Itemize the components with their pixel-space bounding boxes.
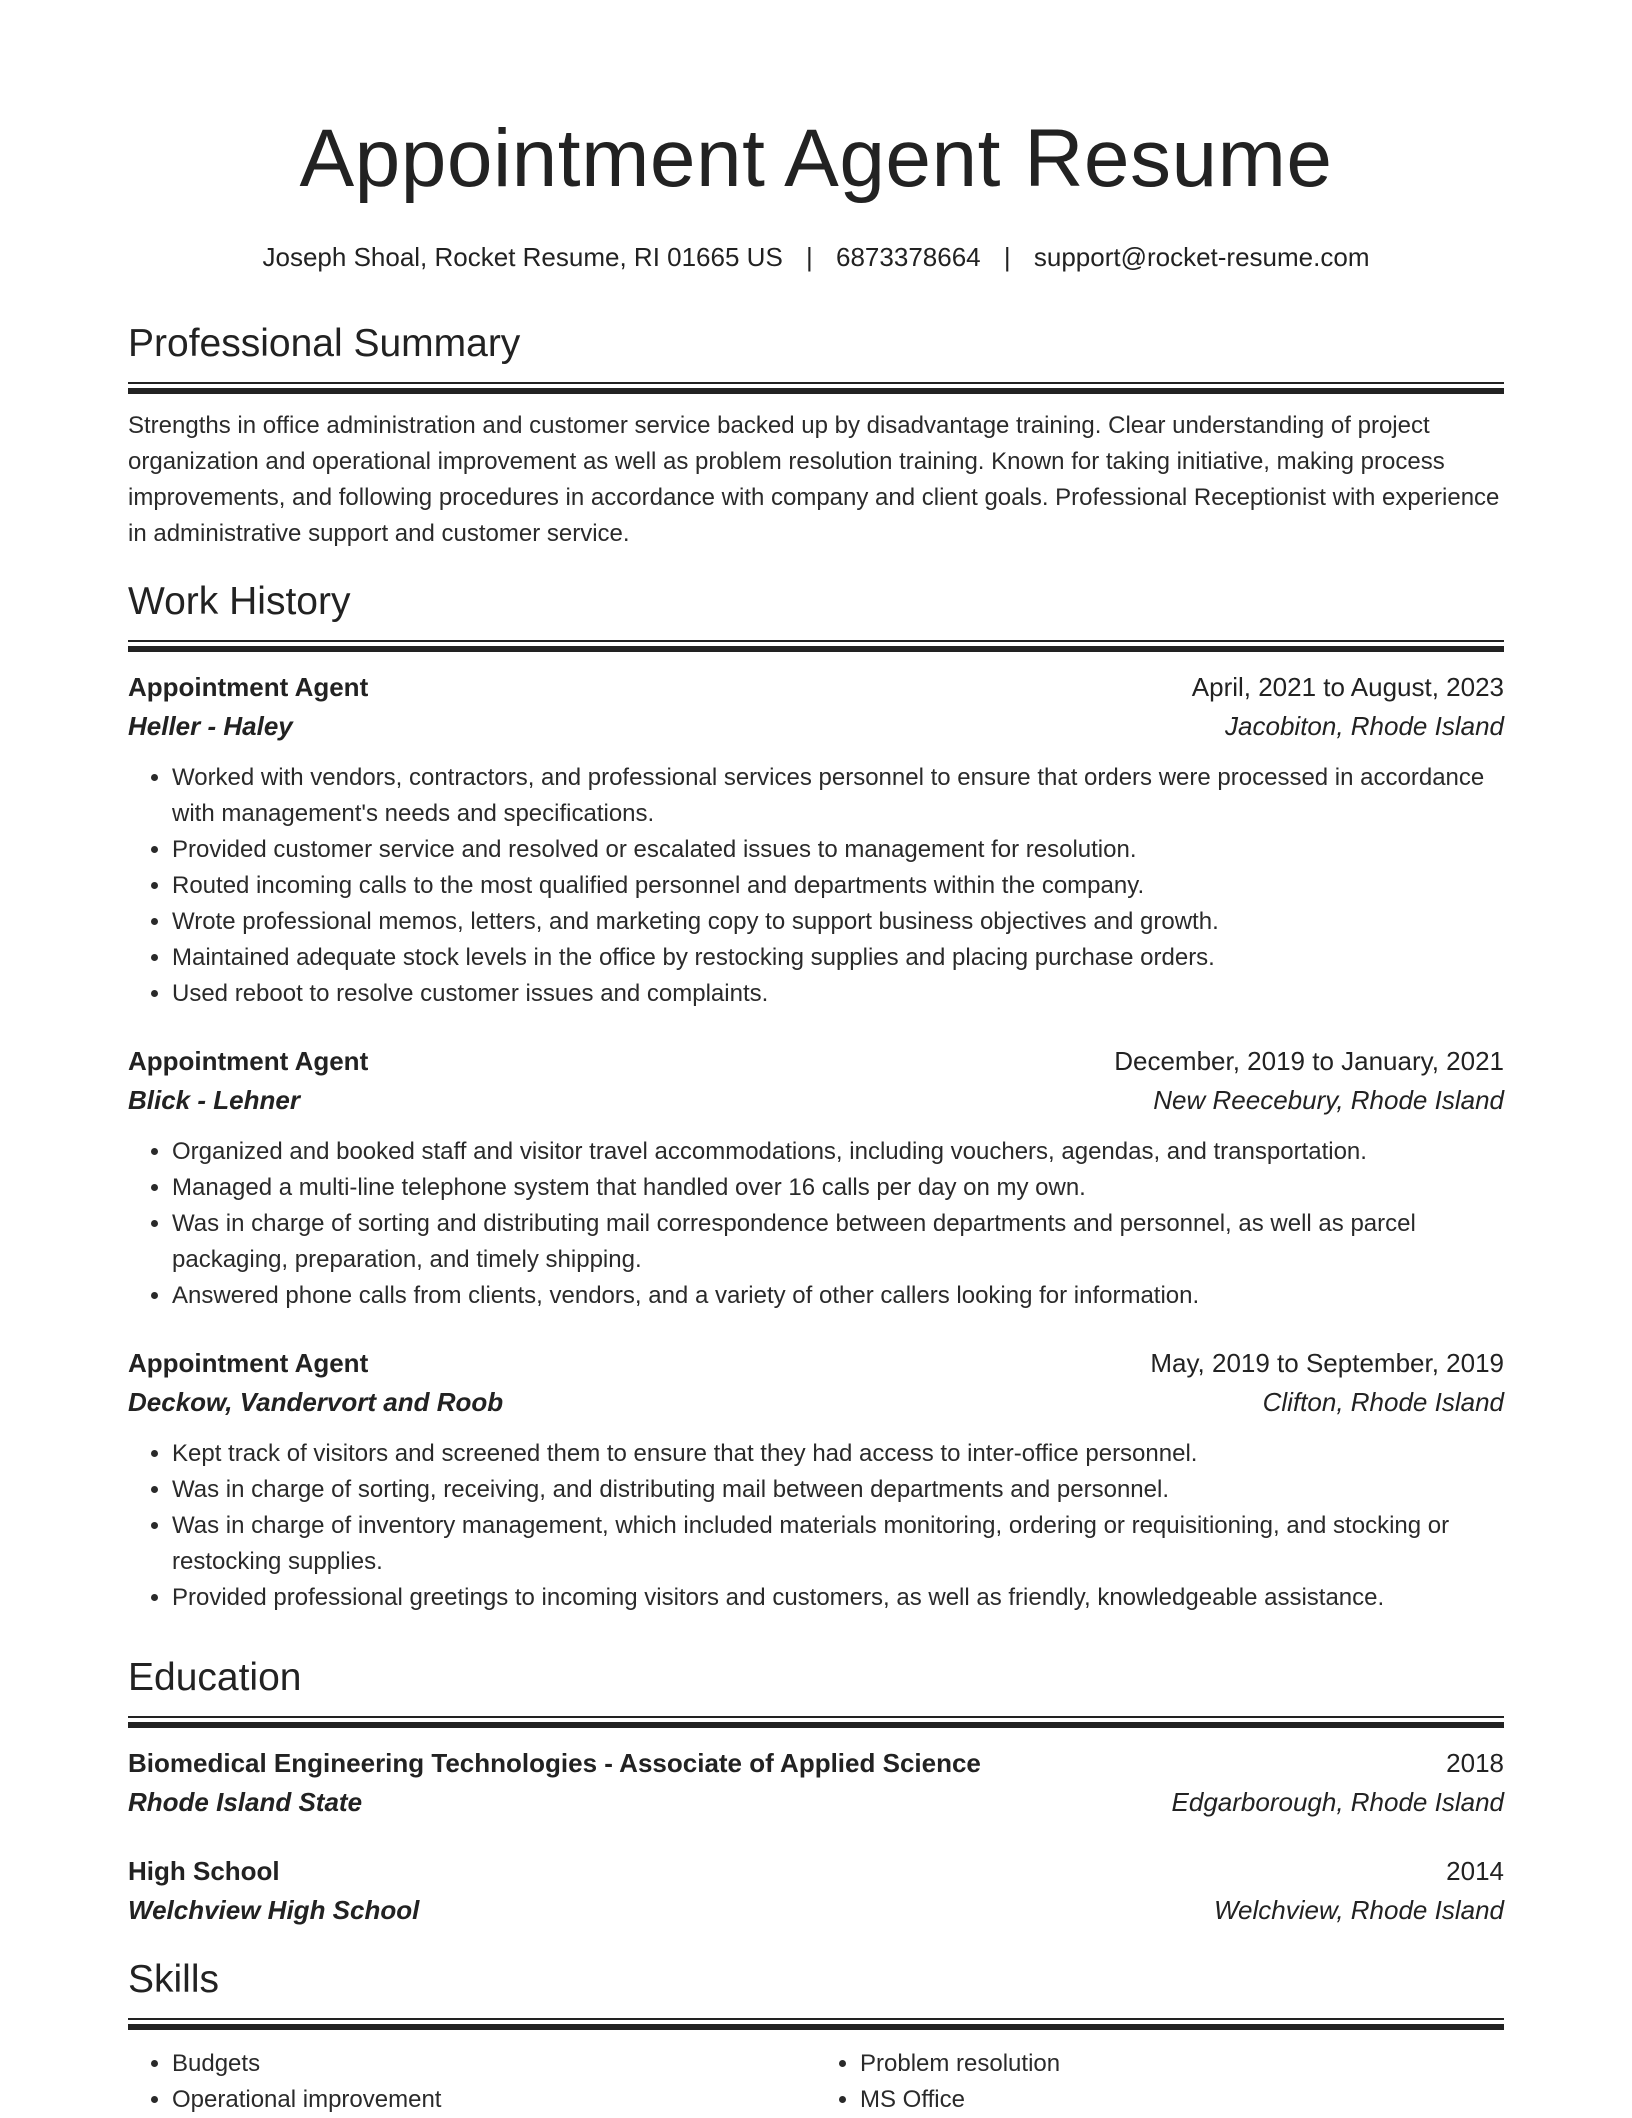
job-sub-row [128, 1382, 1504, 1422]
education-header-row [128, 1852, 1504, 1890]
education-location: Edgarborough, Rhode Island [1171, 1787, 1504, 1817]
contact-address: Joseph Shoal, Rocket Resume, RI 01665 US [262, 242, 783, 272]
education-school: Welchview High School [128, 1895, 420, 1925]
education-year: 2018 [1446, 1748, 1504, 1778]
job-company: Heller - Haley [128, 711, 293, 741]
section-divider [128, 1716, 1504, 1728]
education-heading: Education [128, 1656, 302, 1699]
education-location: Welchview, Rhode Island [1213, 1895, 1504, 1925]
section-divider [128, 640, 1504, 652]
job-entry [128, 1344, 1504, 1616]
education-school: Rhode Island State [128, 1787, 363, 1817]
job-bullet: • Was in charge of sorting, receiving, and distributing mail between departments and personnel. [172, 1472, 1504, 1508]
job-location: Jacobiton, Rhode Island [1225, 711, 1504, 741]
job-dates: December, 2019 to January, 2021 [1114, 1046, 1504, 1076]
job-bullet: • Organized and booked staff and visitor travel accommodations, including vouchers, agendas, and transportation. [172, 1134, 1504, 1170]
job-header-row [128, 668, 1504, 706]
education-degree: Biomedical Engineering Technologies - Associate of Applied Science [128, 1748, 981, 1778]
job-bullet: • Answered phone calls from clients, vendors, and a variety of other callers looking for information. [172, 1278, 1504, 1314]
job-bullet: • Used reboot to resolve customer issues and complaints. [172, 976, 1504, 1012]
job-dates: May, 2019 to September, 2019 [1150, 1348, 1504, 1378]
skills-grid [128, 2046, 1504, 2118]
skills-column-right [816, 2046, 1504, 2118]
skill-item: • Budgets [172, 2046, 816, 2082]
job-entry [128, 668, 1504, 1012]
skills-list [128, 2046, 816, 2118]
skills-section [128, 1956, 1504, 2118]
skills-column-left [128, 2046, 816, 2118]
education-sub-row [128, 1890, 1504, 1930]
job-bullet: • Wrote professional memos, letters, and marketing copy to support business objectives and growth. [172, 904, 1504, 940]
job-bullet: • Provided customer service and resolved or escalated issues to management for resolution. [172, 832, 1504, 868]
job-title: Appointment Agent [128, 1046, 369, 1076]
section-divider [128, 382, 1504, 394]
job-location: Clifton, Rhode Island [1262, 1387, 1504, 1417]
summary-heading: Professional Summary [128, 322, 521, 365]
job-header-row [128, 1344, 1504, 1382]
education-header-row [128, 1744, 1504, 1782]
job-bullet: • Provided professional greetings to incoming visitors and customers, as well as friendly, knowledgeable assistance. [172, 1580, 1504, 1616]
job-bullet: • Was in charge of sorting and distributing mail correspondence between departments and personnel, as well as parcel packaging, preparation, and timely shipping. [172, 1206, 1504, 1278]
job-location: New Reecebury, Rhode Island [1153, 1085, 1504, 1115]
work-history-section [128, 578, 1504, 1616]
skill-item: • Operational improvement [172, 2082, 816, 2118]
job-bullet: • Managed a multi-line telephone system that handled over 16 calls per day on my own. [172, 1170, 1504, 1206]
contact-separator: | [806, 242, 813, 272]
job-bullet: • Routed incoming calls to the most qualified personnel and departments within the company. [172, 868, 1504, 904]
job-dates: April, 2021 to August, 2023 [1191, 672, 1504, 702]
contact-phone: 6873378664 [836, 242, 981, 272]
job-bullet: • Worked with vendors, contractors, and professional services personnel to ensure that orders were processed in accordance with management's needs and specifications. [172, 760, 1504, 832]
job-bullets [128, 760, 1504, 1012]
job-title: Appointment Agent [128, 1348, 369, 1378]
education-degree: High School [128, 1856, 280, 1886]
contact-email: support@rocket-resume.com [1033, 242, 1370, 272]
education-year: 2014 [1446, 1856, 1504, 1886]
job-header-row [128, 1042, 1504, 1080]
job-bullets [128, 1134, 1504, 1314]
education-entry [128, 1744, 1504, 1822]
job-sub-row [128, 706, 1504, 746]
job-entry [128, 1042, 1504, 1314]
job-sub-row [128, 1080, 1504, 1120]
skills-list [816, 2046, 1504, 2118]
section-divider [128, 2018, 1504, 2030]
contact-separator: | [1003, 242, 1011, 272]
job-company: Deckow, Vandervort and Roob [128, 1387, 504, 1417]
skill-item: • MS Office [860, 2082, 1504, 2118]
skills-heading: Skills [128, 1958, 220, 2001]
skill-item: • Problem resolution [860, 2046, 1504, 2082]
work-history-heading: Work History [128, 580, 351, 623]
job-bullet: • Kept track of visitors and screened them to ensure that they had access to inter-office personnel. [172, 1436, 1504, 1472]
summary-section [128, 320, 1504, 552]
education-entry [128, 1852, 1504, 1930]
summary-text: Strengths in office administration and customer service backed up by disadvantage training. Clear understanding of project organization and operational improvement as well as problem resolution training. Known for taking initiative, making process improvements, and following procedures in accordance with company and client goals. Professional Receptionist with experience in administrative support and customer service. [128, 412, 1500, 547]
page-title: Appointment Agent Resume [299, 113, 1333, 204]
job-bullet: • Was in charge of inventory management, which included materials monitoring, ordering or requisitioning, and stocking or restocking supplies. [172, 1508, 1504, 1580]
job-company: Blick - Lehner [128, 1085, 300, 1115]
contact-line [128, 240, 1504, 274]
job-bullets [128, 1436, 1504, 1616]
job-title: Appointment Agent [128, 672, 369, 702]
job-bullet: • Maintained adequate stock levels in the office by restocking supplies and placing purchase orders. [172, 940, 1504, 976]
education-section [128, 1654, 1504, 1930]
education-sub-row [128, 1782, 1504, 1822]
